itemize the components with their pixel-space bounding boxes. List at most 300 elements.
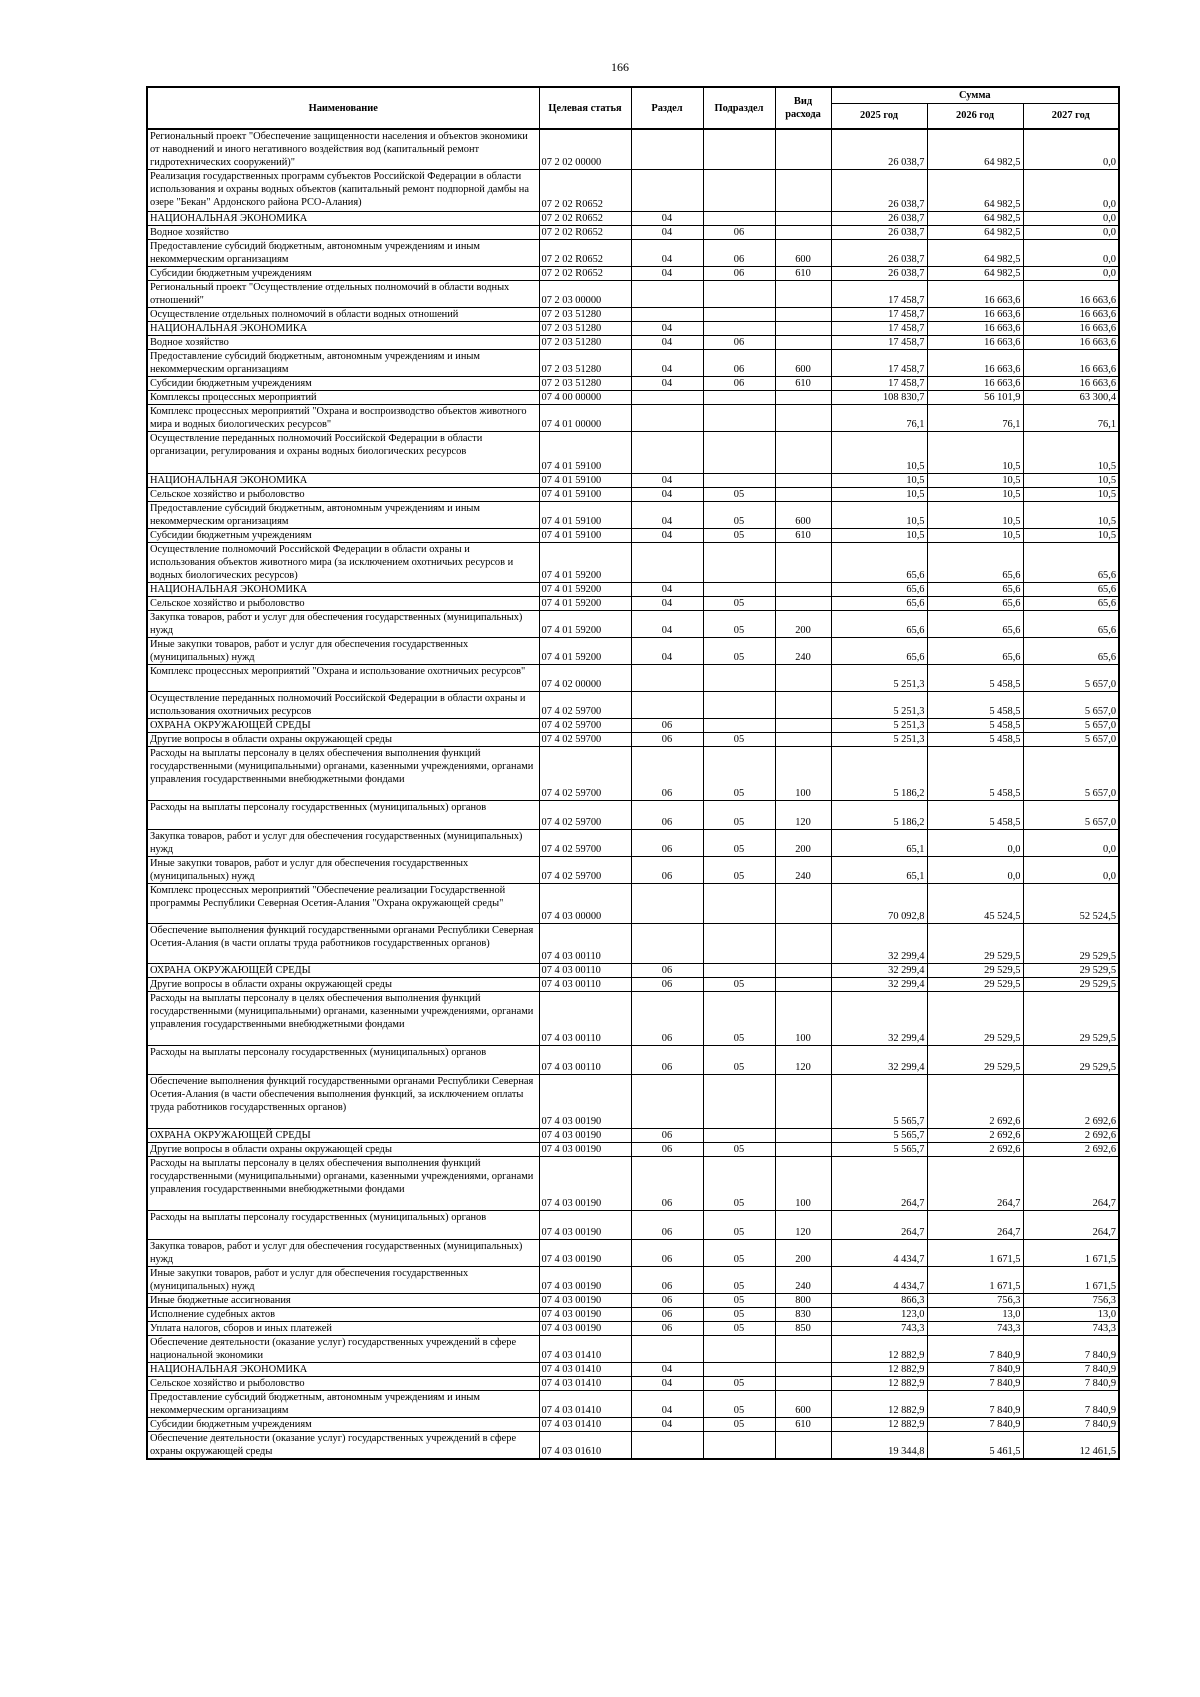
row-sum-2027: 16 663,6 xyxy=(1023,281,1119,308)
row-sum-2027: 10,5 xyxy=(1023,432,1119,474)
row-sum-2026: 10,5 xyxy=(927,474,1023,488)
row-expense-type: 610 xyxy=(775,377,831,391)
row-sum-2027: 65,6 xyxy=(1023,597,1119,611)
table-row xyxy=(147,1046,1119,1075)
row-sum-2027: 0,0 xyxy=(1023,170,1119,212)
page-number: 166 xyxy=(611,60,629,74)
row-sum-2026: 1 671,5 xyxy=(927,1240,1023,1267)
header-target: Целевая статья xyxy=(539,87,631,129)
row-expense-type xyxy=(775,1129,831,1143)
row-subsection xyxy=(703,308,775,322)
row-sum-2027: 0,0 xyxy=(1023,267,1119,281)
row-name: ОХРАНА ОКРУЖАЮЩЕЙ СРЕДЫ xyxy=(147,964,539,978)
row-expense-type: 120 xyxy=(775,801,831,830)
table-row xyxy=(147,1294,1119,1308)
row-expense-type: 100 xyxy=(775,1157,831,1211)
table-row xyxy=(147,1075,1119,1129)
row-section: 06 xyxy=(631,1322,703,1336)
table-header xyxy=(147,87,1119,129)
row-name: Обеспечение деятельности (оказание услуг) государственных учреждений в сфере национальной экономики xyxy=(147,1336,539,1363)
table-row xyxy=(147,1240,1119,1267)
row-name: Комплексы процессных мероприятий xyxy=(147,391,539,405)
row-sum-2027: 0,0 xyxy=(1023,830,1119,857)
row-name: Сельское хозяйство и рыболовство xyxy=(147,488,539,502)
row-sum-2026: 56 101,9 xyxy=(927,391,1023,405)
budget-table xyxy=(146,86,1120,1460)
row-subsection xyxy=(703,322,775,336)
table-row xyxy=(147,1377,1119,1391)
row-sum-2026: 65,6 xyxy=(927,638,1023,665)
row-sum-2027: 2 692,6 xyxy=(1023,1143,1119,1157)
row-target-code: 07 4 03 00190 xyxy=(539,1308,631,1322)
row-sum-2027: 10,5 xyxy=(1023,474,1119,488)
table-row xyxy=(147,924,1119,964)
row-sum-2025: 12 882,9 xyxy=(831,1363,927,1377)
row-sum-2027: 7 840,9 xyxy=(1023,1418,1119,1432)
row-sum-2025: 70 092,8 xyxy=(831,884,927,924)
row-sum-2026: 0,0 xyxy=(927,830,1023,857)
row-expense-type xyxy=(775,665,831,692)
row-sum-2025: 76,1 xyxy=(831,405,927,432)
table-row xyxy=(147,1129,1119,1143)
row-target-code: 07 4 01 59100 xyxy=(539,502,631,529)
table-row xyxy=(147,240,1119,267)
row-subsection xyxy=(703,1075,775,1129)
table-row xyxy=(147,692,1119,719)
row-sum-2026: 5 458,5 xyxy=(927,801,1023,830)
row-subsection: 06 xyxy=(703,226,775,240)
row-name: Субсидии бюджетным учреждениям xyxy=(147,529,539,543)
row-section xyxy=(631,281,703,308)
row-sum-2026: 10,5 xyxy=(927,502,1023,529)
row-sum-2025: 10,5 xyxy=(831,529,927,543)
table-row xyxy=(147,830,1119,857)
table-row xyxy=(147,377,1119,391)
row-target-code: 07 4 03 01610 xyxy=(539,1432,631,1460)
row-expense-type xyxy=(775,170,831,212)
row-sum-2025: 32 299,4 xyxy=(831,1046,927,1075)
row-sum-2027: 52 524,5 xyxy=(1023,884,1119,924)
row-sum-2027: 63 300,4 xyxy=(1023,391,1119,405)
row-target-code: 07 4 03 00190 xyxy=(539,1157,631,1211)
row-subsection: 05 xyxy=(703,733,775,747)
row-target-code: 07 4 01 59100 xyxy=(539,529,631,543)
row-expense-type xyxy=(775,543,831,583)
row-target-code: 07 4 03 00110 xyxy=(539,978,631,992)
row-sum-2026: 29 529,5 xyxy=(927,992,1023,1046)
row-section: 04 xyxy=(631,267,703,281)
row-subsection: 05 xyxy=(703,1240,775,1267)
row-target-code: 07 2 03 00000 xyxy=(539,281,631,308)
row-subsection xyxy=(703,924,775,964)
row-target-code: 07 4 01 59200 xyxy=(539,611,631,638)
row-section: 04 xyxy=(631,597,703,611)
row-sum-2027: 743,3 xyxy=(1023,1322,1119,1336)
row-subsection: 05 xyxy=(703,597,775,611)
row-target-code: 07 4 03 00110 xyxy=(539,964,631,978)
row-section: 06 xyxy=(631,1308,703,1322)
row-section xyxy=(631,543,703,583)
row-section xyxy=(631,665,703,692)
row-subsection: 05 xyxy=(703,801,775,830)
row-sum-2027: 7 840,9 xyxy=(1023,1336,1119,1363)
row-sum-2025: 65,1 xyxy=(831,857,927,884)
row-name: Расходы на выплаты персоналу в целях обеспечения выполнения функций государственными (муниципальными) органами, казенными учреждениями, органами управления государственными внебюджетными фондами xyxy=(147,992,539,1046)
row-expense-type: 100 xyxy=(775,992,831,1046)
row-section: 06 xyxy=(631,978,703,992)
row-sum-2025: 5 565,7 xyxy=(831,1129,927,1143)
row-target-code: 07 4 02 00000 xyxy=(539,665,631,692)
row-target-code: 07 4 01 00000 xyxy=(539,405,631,432)
row-expense-type: 610 xyxy=(775,529,831,543)
row-target-code: 07 4 03 00190 xyxy=(539,1143,631,1157)
row-sum-2027: 264,7 xyxy=(1023,1157,1119,1211)
row-name: Сельское хозяйство и рыболовство xyxy=(147,1377,539,1391)
row-subsection xyxy=(703,129,775,170)
row-target-code: 07 2 02 R0652 xyxy=(539,267,631,281)
row-sum-2026: 7 840,9 xyxy=(927,1418,1023,1432)
row-sum-2026: 16 663,6 xyxy=(927,308,1023,322)
row-section: 04 xyxy=(631,377,703,391)
row-section: 04 xyxy=(631,1418,703,1432)
row-section: 04 xyxy=(631,1377,703,1391)
row-name: ОХРАНА ОКРУЖАЮЩЕЙ СРЕДЫ xyxy=(147,719,539,733)
row-sum-2026: 743,3 xyxy=(927,1322,1023,1336)
row-expense-type xyxy=(775,488,831,502)
row-sum-2025: 866,3 xyxy=(831,1294,927,1308)
row-section: 04 xyxy=(631,226,703,240)
row-subsection: 05 xyxy=(703,830,775,857)
row-sum-2026: 29 529,5 xyxy=(927,924,1023,964)
row-sum-2027: 10,5 xyxy=(1023,529,1119,543)
row-sum-2026: 0,0 xyxy=(927,857,1023,884)
table-row xyxy=(147,611,1119,638)
row-subsection xyxy=(703,212,775,226)
row-sum-2025: 65,6 xyxy=(831,543,927,583)
row-target-code: 07 4 00 00000 xyxy=(539,391,631,405)
row-sum-2026: 7 840,9 xyxy=(927,1391,1023,1418)
row-section xyxy=(631,924,703,964)
row-section: 04 xyxy=(631,502,703,529)
row-sum-2025: 26 038,7 xyxy=(831,240,927,267)
table-row xyxy=(147,1211,1119,1240)
row-sum-2025: 5 565,7 xyxy=(831,1075,927,1129)
row-sum-2027: 29 529,5 xyxy=(1023,964,1119,978)
table-row xyxy=(147,1391,1119,1418)
row-section: 04 xyxy=(631,474,703,488)
row-sum-2027: 7 840,9 xyxy=(1023,1391,1119,1418)
row-subsection xyxy=(703,1129,775,1143)
row-sum-2025: 17 458,7 xyxy=(831,336,927,350)
row-subsection xyxy=(703,665,775,692)
row-section: 06 xyxy=(631,719,703,733)
row-section xyxy=(631,1075,703,1129)
row-sum-2026: 264,7 xyxy=(927,1157,1023,1211)
row-sum-2025: 26 038,7 xyxy=(831,226,927,240)
row-name: Закупка товаров, работ и услуг для обеспечения государственных (муниципальных) нужд xyxy=(147,611,539,638)
row-expense-type: 850 xyxy=(775,1322,831,1336)
row-name: Предоставление субсидий бюджетным, автономным учреждениям и иным некоммерческим организациям xyxy=(147,502,539,529)
row-target-code: 07 4 03 00000 xyxy=(539,884,631,924)
row-expense-type xyxy=(775,1075,831,1129)
row-expense-type xyxy=(775,1432,831,1460)
table-row xyxy=(147,502,1119,529)
row-section: 04 xyxy=(631,488,703,502)
row-section: 06 xyxy=(631,1211,703,1240)
row-sum-2027: 0,0 xyxy=(1023,226,1119,240)
row-expense-type: 610 xyxy=(775,267,831,281)
row-sum-2026: 64 982,5 xyxy=(927,170,1023,212)
row-sum-2025: 26 038,7 xyxy=(831,212,927,226)
header-section: Раздел xyxy=(631,87,703,129)
row-sum-2025: 65,6 xyxy=(831,638,927,665)
row-section: 06 xyxy=(631,1240,703,1267)
row-name: НАЦИОНАЛЬНАЯ ЭКОНОМИКА xyxy=(147,1363,539,1377)
row-expense-type xyxy=(775,597,831,611)
row-sum-2025: 32 299,4 xyxy=(831,992,927,1046)
row-name: Предоставление субсидий бюджетным, автономным учреждениям и иным некоммерческим организациям xyxy=(147,350,539,377)
table-row xyxy=(147,1322,1119,1336)
header-subsection: Подраздел xyxy=(703,87,775,129)
row-sum-2026: 13,0 xyxy=(927,1308,1023,1322)
row-name: Иные закупки товаров, работ и услуг для обеспечения государственных (муниципальных) нужд xyxy=(147,638,539,665)
row-expense-type: 600 xyxy=(775,350,831,377)
row-sum-2026: 10,5 xyxy=(927,432,1023,474)
row-sum-2025: 26 038,7 xyxy=(831,129,927,170)
row-subsection xyxy=(703,170,775,212)
row-subsection: 05 xyxy=(703,857,775,884)
row-sum-2027: 1 671,5 xyxy=(1023,1267,1119,1294)
row-sum-2025: 17 458,7 xyxy=(831,308,927,322)
table-row xyxy=(147,719,1119,733)
row-target-code: 07 2 03 51280 xyxy=(539,350,631,377)
row-sum-2027: 16 663,6 xyxy=(1023,322,1119,336)
row-expense-type: 240 xyxy=(775,1267,831,1294)
row-section xyxy=(631,1336,703,1363)
row-section xyxy=(631,170,703,212)
row-sum-2027: 0,0 xyxy=(1023,857,1119,884)
row-subsection xyxy=(703,391,775,405)
row-sum-2026: 65,6 xyxy=(927,611,1023,638)
row-sum-2027: 65,6 xyxy=(1023,638,1119,665)
row-name: НАЦИОНАЛЬНАЯ ЭКОНОМИКА xyxy=(147,474,539,488)
row-section xyxy=(631,405,703,432)
row-expense-type: 200 xyxy=(775,611,831,638)
row-expense-type xyxy=(775,212,831,226)
row-sum-2025: 65,6 xyxy=(831,597,927,611)
row-section: 06 xyxy=(631,1267,703,1294)
row-sum-2025: 17 458,7 xyxy=(831,377,927,391)
row-name: Предоставление субсидий бюджетным, автономным учреждениям и иным некоммерческим организациям xyxy=(147,1391,539,1418)
row-subsection: 05 xyxy=(703,1143,775,1157)
row-target-code: 07 4 01 59200 xyxy=(539,583,631,597)
row-subsection xyxy=(703,692,775,719)
row-target-code: 07 2 03 51280 xyxy=(539,322,631,336)
row-sum-2027: 16 663,6 xyxy=(1023,336,1119,350)
row-sum-2027: 65,6 xyxy=(1023,611,1119,638)
row-sum-2025: 17 458,7 xyxy=(831,281,927,308)
row-name: Обеспечение выполнения функций государственными органами Республики Северная Осетия-Алания (в части обеспечения выполнения функций, за исключением оплаты труда работников государственных органов) xyxy=(147,1075,539,1129)
row-name: Региональный проект "Осуществление отдельных полномочий в области водных отношений" xyxy=(147,281,539,308)
row-subsection xyxy=(703,405,775,432)
row-sum-2025: 5 251,3 xyxy=(831,665,927,692)
row-target-code: 07 2 03 51280 xyxy=(539,377,631,391)
row-subsection: 06 xyxy=(703,350,775,377)
table-row xyxy=(147,747,1119,801)
header-sum: Сумма xyxy=(831,87,1119,103)
row-subsection: 05 xyxy=(703,747,775,801)
row-name: Расходы на выплаты персоналу государственных (муниципальных) органов xyxy=(147,1211,539,1240)
table-row xyxy=(147,1432,1119,1460)
row-target-code: 07 4 03 00190 xyxy=(539,1322,631,1336)
row-expense-type xyxy=(775,226,831,240)
row-subsection: 05 xyxy=(703,1157,775,1211)
row-expense-type xyxy=(775,733,831,747)
row-expense-type: 830 xyxy=(775,1308,831,1322)
table-row xyxy=(147,281,1119,308)
row-sum-2025: 10,5 xyxy=(831,502,927,529)
row-subsection: 05 xyxy=(703,638,775,665)
row-sum-2026: 7 840,9 xyxy=(927,1377,1023,1391)
row-sum-2025: 10,5 xyxy=(831,474,927,488)
table-row xyxy=(147,391,1119,405)
row-expense-type: 600 xyxy=(775,240,831,267)
row-sum-2027: 7 840,9 xyxy=(1023,1363,1119,1377)
table-row xyxy=(147,978,1119,992)
header-2027: 2027 год xyxy=(1023,103,1119,129)
table-row xyxy=(147,801,1119,830)
row-name: НАЦИОНАЛЬНАЯ ЭКОНОМИКА xyxy=(147,322,539,336)
row-section xyxy=(631,432,703,474)
row-target-code: 07 2 02 00000 xyxy=(539,129,631,170)
row-target-code: 07 2 02 R0652 xyxy=(539,226,631,240)
row-subsection: 05 xyxy=(703,1211,775,1240)
row-expense-type xyxy=(775,884,831,924)
row-subsection: 06 xyxy=(703,336,775,350)
row-target-code: 07 4 01 59200 xyxy=(539,543,631,583)
row-expense-type xyxy=(775,308,831,322)
row-section: 06 xyxy=(631,1294,703,1308)
row-section: 04 xyxy=(631,336,703,350)
row-sum-2025: 26 038,7 xyxy=(831,170,927,212)
row-section: 04 xyxy=(631,240,703,267)
row-sum-2025: 264,7 xyxy=(831,1157,927,1211)
row-sum-2027: 0,0 xyxy=(1023,240,1119,267)
row-sum-2025: 65,1 xyxy=(831,830,927,857)
row-section: 06 xyxy=(631,1143,703,1157)
row-sum-2025: 5 251,3 xyxy=(831,733,927,747)
row-target-code: 07 4 02 59700 xyxy=(539,801,631,830)
row-sum-2025: 12 882,9 xyxy=(831,1336,927,1363)
row-sum-2026: 5 458,5 xyxy=(927,692,1023,719)
row-subsection xyxy=(703,281,775,308)
row-section: 04 xyxy=(631,611,703,638)
row-section xyxy=(631,1432,703,1460)
row-section xyxy=(631,884,703,924)
row-expense-type: 200 xyxy=(775,1240,831,1267)
row-subsection: 05 xyxy=(703,992,775,1046)
row-name: Закупка товаров, работ и услуг для обеспечения государственных (муниципальных) нужд xyxy=(147,830,539,857)
row-expense-type: 610 xyxy=(775,1418,831,1432)
table-row xyxy=(147,474,1119,488)
row-sum-2026: 2 692,6 xyxy=(927,1075,1023,1129)
row-name: Комплекс процессных мероприятий "Обеспечение реализации Государственной программы Республики Северная Осетия-Алания "Охрана окружающей среды" xyxy=(147,884,539,924)
row-sum-2027: 16 663,6 xyxy=(1023,350,1119,377)
row-subsection: 05 xyxy=(703,611,775,638)
row-target-code: 07 4 03 00190 xyxy=(539,1240,631,1267)
row-sum-2026: 2 692,6 xyxy=(927,1129,1023,1143)
row-sum-2026: 10,5 xyxy=(927,529,1023,543)
row-sum-2025: 5 251,3 xyxy=(831,692,927,719)
header-2026: 2026 год xyxy=(927,103,1023,129)
row-target-code: 07 4 02 59700 xyxy=(539,692,631,719)
table-row xyxy=(147,1267,1119,1294)
row-sum-2025: 32 299,4 xyxy=(831,924,927,964)
row-target-code: 07 4 03 00190 xyxy=(539,1294,631,1308)
row-subsection: 06 xyxy=(703,240,775,267)
row-sum-2026: 76,1 xyxy=(927,405,1023,432)
row-target-code: 07 4 01 59100 xyxy=(539,488,631,502)
row-sum-2026: 64 982,5 xyxy=(927,212,1023,226)
row-section: 06 xyxy=(631,733,703,747)
row-name: Субсидии бюджетным учреждениям xyxy=(147,377,539,391)
table-row xyxy=(147,432,1119,474)
row-name: Расходы на выплаты персоналу государственных (муниципальных) органов xyxy=(147,801,539,830)
row-section xyxy=(631,692,703,719)
row-target-code: 07 4 03 01410 xyxy=(539,1377,631,1391)
row-sum-2027: 13,0 xyxy=(1023,1308,1119,1322)
row-target-code: 07 4 03 00190 xyxy=(539,1075,631,1129)
row-expense-type: 240 xyxy=(775,638,831,665)
row-target-code: 07 4 03 01410 xyxy=(539,1336,631,1363)
row-sum-2025: 17 458,7 xyxy=(831,322,927,336)
row-subsection: 05 xyxy=(703,1294,775,1308)
row-target-code: 07 4 02 59700 xyxy=(539,857,631,884)
table-row xyxy=(147,1418,1119,1432)
row-sum-2025: 26 038,7 xyxy=(831,267,927,281)
row-sum-2025: 5 565,7 xyxy=(831,1143,927,1157)
row-subsection xyxy=(703,1432,775,1460)
row-sum-2027: 29 529,5 xyxy=(1023,978,1119,992)
row-name: Обеспечение деятельности (оказание услуг) государственных учреждений в сфере охраны окружающей среды xyxy=(147,1432,539,1460)
row-target-code: 07 4 01 59200 xyxy=(539,597,631,611)
row-subsection: 05 xyxy=(703,1377,775,1391)
row-sum-2026: 10,5 xyxy=(927,488,1023,502)
row-name: Осуществление полномочий Российской Федерации в области охраны и использования объектов животного мира (за исключением охотничьих ресурсов и водных биологических ресурсов) xyxy=(147,543,539,583)
row-target-code: 07 4 01 59200 xyxy=(539,638,631,665)
row-section: 06 xyxy=(631,830,703,857)
row-target-code: 07 2 03 51280 xyxy=(539,336,631,350)
row-expense-type xyxy=(775,692,831,719)
row-subsection xyxy=(703,964,775,978)
table-row xyxy=(147,964,1119,978)
row-sum-2026: 7 840,9 xyxy=(927,1336,1023,1363)
row-target-code: 07 4 03 00190 xyxy=(539,1129,631,1143)
row-sum-2026: 29 529,5 xyxy=(927,978,1023,992)
row-target-code: 07 4 03 01410 xyxy=(539,1418,631,1432)
row-sum-2026: 64 982,5 xyxy=(927,226,1023,240)
row-sum-2026: 5 458,5 xyxy=(927,733,1023,747)
row-sum-2025: 65,6 xyxy=(831,583,927,597)
row-sum-2026: 264,7 xyxy=(927,1211,1023,1240)
row-expense-type: 100 xyxy=(775,747,831,801)
row-sum-2025: 743,3 xyxy=(831,1322,927,1336)
row-target-code: 07 4 02 59700 xyxy=(539,747,631,801)
row-subsection xyxy=(703,884,775,924)
row-sum-2027: 29 529,5 xyxy=(1023,1046,1119,1075)
row-sum-2027: 5 657,0 xyxy=(1023,733,1119,747)
row-subsection: 05 xyxy=(703,1308,775,1322)
